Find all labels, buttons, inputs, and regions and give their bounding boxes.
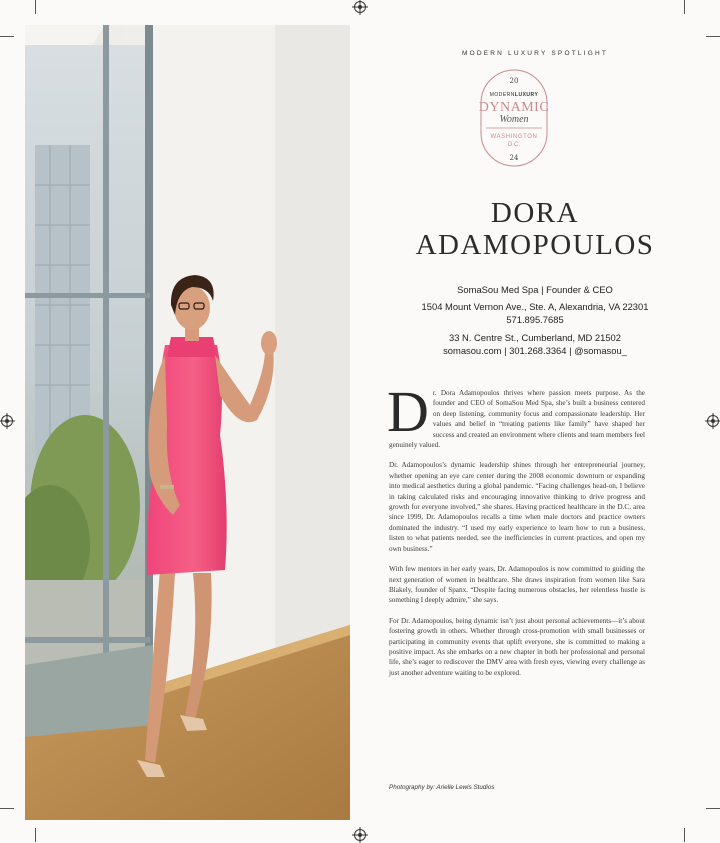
badge-dynamic-word: DYNAMIC: [478, 100, 550, 115]
dynamic-women-badge: [478, 68, 550, 168]
company-line: SomaSou Med Spa | Founder & CEO: [457, 284, 613, 295]
crop-mark: [35, 828, 36, 842]
article-paragraph: Dr. Dora Adamopoulos thrives where passion meets purpose. As the founder and CEO of SomaSou Med Spa, she’s built a business centered on deep listening, community focus and compassionate leadership. Her values and belief in “treating patients like family” have shaped her success and created an environment where clients and team members feel genuinely valued.: [387, 379, 645, 450]
address-line-1: 1504 Mount Vernon Ave., Ste. A, Alexandria, VA 22301: [421, 301, 649, 312]
crop-mark: [0, 808, 14, 809]
portrait-photo: [25, 25, 350, 820]
crop-mark: [684, 828, 685, 842]
profile-last-name: ADAMOPOULOS: [415, 229, 655, 261]
registration-mark-icon: [354, 1, 366, 13]
profile-first-name: DORA: [490, 197, 580, 229]
badge-region: D.C.: [508, 142, 520, 148]
article-paragraph: Dr. Adamopoulos’s dynamic leadership shines through her entrepreneurial journey, whether opening an eye care center during the 2008 economic downturn or expanding into medical aesthetics during a global pandemic. “Facing challenges head-on, I believe in taking calculated risks and encouraging innovative thinking to drive progress and growth for everyone involved,” she shares. Having practiced healthcare in the D.C. area since 1999, Dr. Adamopoulos recalls a time when male doctors and practice owners dominated the industry. “I used my early experience to learn how to run a business, listen to what patients needed, see the inefficiencies in current practices, and open my own business.”: [389, 461, 645, 553]
crop-mark: [684, 0, 685, 14]
registration-mark-icon: [1, 415, 13, 427]
article-paragraph: With few mentors in her early years, Dr. Adamopoulos is now committed to guiding the next generation of women in healthcare. She draws inspiration from women like Sara Blakely, founder of Spanx. “Despite facing numerous obstacles, her relentless hustle is something I deeply admire,” she says.: [389, 565, 645, 605]
badge-city: WASHINGTON: [490, 134, 538, 140]
address-line-2: 33 N. Centre St., Cumberland, MD 21502: [449, 332, 621, 343]
crop-mark: [706, 808, 720, 809]
drop-cap: D: [387, 379, 429, 444]
registration-mark-icon: [354, 829, 366, 841]
contact-line-2: somasou.com | 301.268.3364 | @somasou_: [443, 345, 627, 356]
article-paragraph: For Dr. Adamopoulos, being dynamic isn’t just about personal achievements—it’s about fostering growth in others. Whether through cross-promotion with small businesses or participating in community events that uplift everyone, she is committed to making a positive impact. As she embarks on a new chapter in both her professional and personal life, she’s eager to rediscover the DMV area with fresh eyes, viewing every challenge as just another adventure waiting to be explored.: [389, 616, 645, 677]
photo-credit: Photography by: Arielle Lewis Studios: [389, 784, 495, 791]
badge-year-top: 20: [509, 77, 519, 85]
registration-mark-icon: [707, 415, 719, 427]
crop-mark: [35, 0, 36, 14]
crop-mark: [706, 36, 720, 37]
spotlight-header: MODERN LUXURY SPOTLIGHT: [461, 50, 609, 57]
article-body: [387, 379, 645, 688]
crop-mark: [0, 36, 14, 37]
badge-brand: MODERNLUXURY: [489, 92, 539, 98]
badge-women-word: Women: [499, 114, 529, 125]
badge-year-bottom: 24: [509, 154, 519, 162]
phone-line-1: 571.895.7685: [506, 314, 564, 325]
